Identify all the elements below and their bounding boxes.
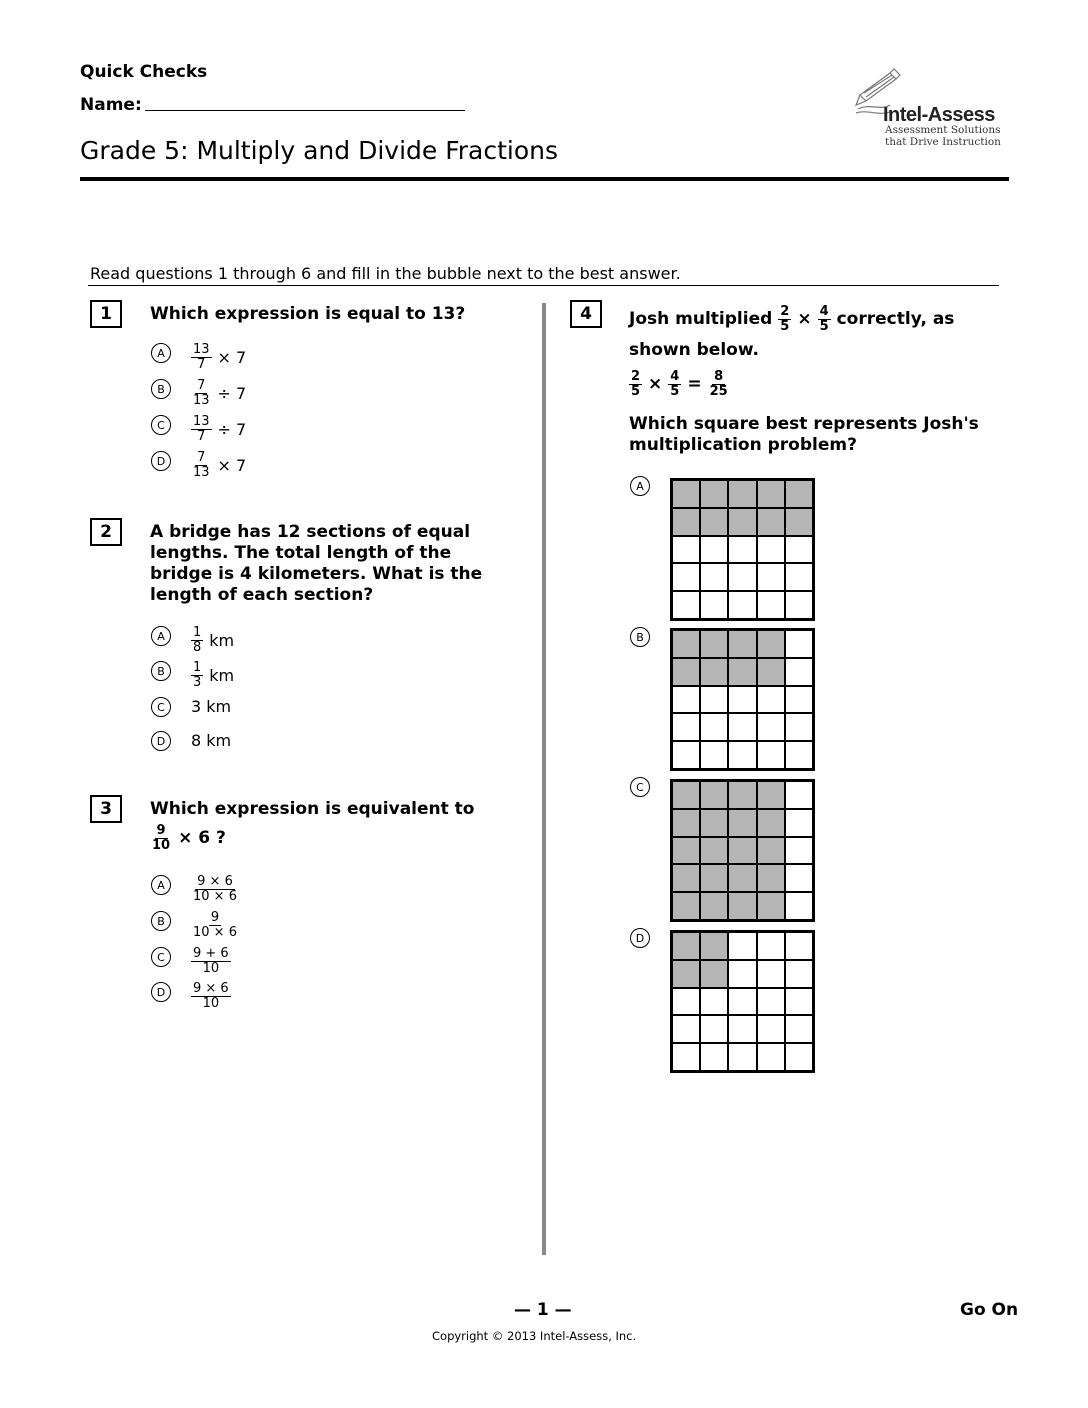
grid-cell [700,1015,728,1043]
answer-choice [191,343,246,372]
grid-cell [785,686,813,714]
answer-bubble[interactable]: A [630,476,650,496]
grid-cell [700,741,728,769]
denominator: 5 [780,319,790,334]
answer-bubble[interactable]: C [151,947,171,967]
grid-cell [785,864,813,892]
grid-cell [728,686,756,714]
grid-cell [785,892,813,920]
denominator: 10 [202,996,220,1011]
grid-cell-shaded [700,960,728,988]
grid-cell-shaded [728,508,756,536]
grid-cell [728,591,756,619]
grid-cell-shaded [672,480,700,508]
denominator: 8 [193,640,202,655]
numerator: 7 [197,378,206,393]
question-text: Which expression is equal to 13? [150,304,466,324]
grid-cell [785,809,813,837]
grid-cell [757,988,785,1016]
grid-cell [672,988,700,1016]
operator: × 7 [217,348,247,367]
grid-cell-shaded [728,892,756,920]
question-text: lengths. The total length of the [150,543,452,563]
denominator: 5 [631,384,641,399]
grid-cell-shaded [672,508,700,536]
grid-cell-shaded [700,809,728,837]
page-title: Grade 5: Multiply and Divide Fractions [80,136,559,165]
equals-sign: = [687,374,702,394]
grid-cell [785,658,813,686]
grid-cell [728,960,756,988]
grid-cell-shaded [728,658,756,686]
answer-bubble[interactable]: B [151,911,171,931]
numerator: 13 [193,342,210,357]
grid-cell [757,1015,785,1043]
grid-cell-shaded [672,658,700,686]
grid-cell [785,1015,813,1043]
answer-bubble[interactable]: C [151,697,171,717]
column-divider [542,303,546,1255]
fraction-grid [670,930,815,1073]
grid-cell-shaded [672,932,700,960]
answer-choice [191,379,246,408]
header-divider [80,177,1009,181]
question-number: 3 [90,795,122,823]
denominator: 7 [197,429,206,444]
grid-cell-shaded [700,781,728,809]
answer-choice [191,911,239,940]
question-text: multiplication problem? [629,435,857,455]
grid-cell [700,536,728,564]
fraction-grid [670,628,815,771]
grid-cell [785,591,813,619]
answer-bubble[interactable]: C [630,777,650,797]
grid-cell [700,988,728,1016]
question-text [629,305,954,334]
grid-cell [785,960,813,988]
answer-choice: 3 km [191,697,232,716]
numerator: 4 [670,369,680,384]
grid-cell [757,1043,785,1071]
grid-cell [785,1043,813,1071]
denominator: 10 [152,838,171,853]
grid-cell [785,741,813,769]
denominator: 5 [670,384,680,399]
answer-bubble[interactable]: A [151,875,171,895]
numerator: 2 [631,369,641,384]
grid-cell [785,932,813,960]
grid-cell [728,988,756,1016]
grid-cell-shaded [728,480,756,508]
grid-cell-shaded [757,508,785,536]
question-text: length of each section? [150,585,374,605]
grid-cell [728,741,756,769]
grid-cell [757,713,785,741]
answer-choice [191,875,239,904]
grid-cell [728,1015,756,1043]
grid-cell-shaded [672,630,700,658]
denominator: 5 [819,319,829,334]
grid-cell-shaded [757,837,785,865]
numerator: 1 [193,660,202,675]
grid-cell [785,536,813,564]
fraction-grid [670,478,815,621]
answer-bubble[interactable]: D [151,982,171,1002]
question-number: 2 [90,518,122,546]
grid-cell [672,591,700,619]
operator: ÷ 7 [217,420,247,439]
grid-cell [728,536,756,564]
grid-cell-shaded [700,630,728,658]
grid-cell-shaded [728,837,756,865]
logo-name: Intel-Assess [883,104,995,126]
numerator: 7 [197,450,206,465]
grid-cell-shaded [728,809,756,837]
grid-cell [672,536,700,564]
numerator: 2 [780,304,790,319]
grid-cell [672,1043,700,1071]
operator: ÷ 7 [217,384,247,403]
operator: × [797,309,812,329]
question-text: Which square best represents Josh's [629,414,979,434]
grid-cell-shaded [728,630,756,658]
instructions: Read questions 1 through 6 and fill in the bubble next to the best answer. [90,264,681,283]
grid-cell-shaded [757,809,785,837]
numerator: 9 [210,910,220,925]
denominator: 3 [193,675,202,690]
operator: × [648,374,663,394]
question-text: shown below. [629,340,759,360]
grid-cell [757,741,785,769]
question-number: 4 [570,300,602,328]
answer-bubble[interactable]: C [151,415,171,435]
grid-cell [700,713,728,741]
operator: × 7 [217,456,247,475]
question-expression [150,824,226,853]
grid-cell [757,591,785,619]
grid-cell-shaded [672,892,700,920]
grid-cell [785,781,813,809]
denominator: 10 × 6 [193,889,237,904]
denominator: 13 [193,393,210,408]
grid-cell-shaded [757,480,785,508]
answer-bubble[interactable]: D [630,928,650,948]
grid-cell [672,1015,700,1043]
grid-cell [785,837,813,865]
answer-choice [191,982,231,1011]
denominator: 10 [202,961,220,976]
grid-cell [700,591,728,619]
grid-cell-shaded [700,658,728,686]
grid-cell [672,713,700,741]
grid-cell [757,536,785,564]
logo-tagline: that Drive Instruction [885,136,1001,148]
grid-cell [672,686,700,714]
grid-cell-shaded [728,781,756,809]
name-field[interactable] [145,110,465,111]
grid-cell-shaded [757,781,785,809]
fraction-grid [670,779,815,922]
grid-cell [700,563,728,591]
grid-cell-shaded [785,508,813,536]
page-number: — 1 — [514,1300,572,1320]
grid-cell [785,988,813,1016]
answer-choice [191,451,246,480]
logo-tagline: Assessment Solutions [885,124,1001,136]
question-number: 1 [90,300,122,328]
grid-cell [728,713,756,741]
numerator: 9 × 6 [193,981,229,996]
grid-cell-shaded [757,630,785,658]
grid-cell [672,563,700,591]
answer-bubble[interactable]: B [151,661,171,681]
name-label: Name: [80,95,142,115]
grid-cell [757,960,785,988]
numerator: 8 [714,369,724,384]
grid-cell [757,686,785,714]
grid-cell-shaded [757,864,785,892]
grid-cell [700,1043,728,1071]
grid-cell-shaded [672,864,700,892]
numerator: 1 [193,625,202,640]
numerator: 9 × 6 [197,874,233,889]
grid-cell [728,563,756,591]
grid-cell [672,741,700,769]
unit: km [209,631,235,650]
grid-cell-shaded [700,864,728,892]
grid-cell-shaded [700,480,728,508]
grid-cell-shaded [672,960,700,988]
answer-bubble[interactable]: D [151,731,171,751]
grid-cell [785,630,813,658]
operator: × 6 ? [178,828,226,848]
grid-cell-shaded [700,892,728,920]
numerator: 9 + 6 [193,946,229,961]
grid-cell-shaded [700,932,728,960]
question-text: A bridge has 12 sections of equal [150,522,471,542]
answer-choice [191,661,234,690]
answer-choice [191,415,246,444]
answer-bubble[interactable]: B [630,627,650,647]
grid-cell [700,686,728,714]
question-text: Which expression is equivalent to [150,799,475,819]
grid-cell-shaded [757,892,785,920]
grid-cell [728,932,756,960]
answer-bubble[interactable]: A [151,343,171,363]
numerator: 9 [156,823,166,838]
grid-cell [785,713,813,741]
question-text-part: correctly, as [836,309,955,329]
answer-bubble[interactable]: D [151,451,171,471]
grid-cell-shaded [728,864,756,892]
answer-choice: 8 km [191,731,232,750]
answer-choice [191,947,231,976]
answer-choice [191,626,234,655]
grid-cell [757,932,785,960]
instructions-divider [88,285,999,286]
answer-bubble[interactable]: A [151,626,171,646]
question-text-part: Josh multiplied [629,309,773,329]
question-text: bridge is 4 kilometers. What is the [150,564,483,584]
equation [629,370,730,399]
grid-cell-shaded [672,781,700,809]
denominator: 13 [193,465,210,480]
denominator: 10 × 6 [193,925,237,940]
numerator: 4 [819,304,829,319]
grid-cell-shaded [785,480,813,508]
grid-cell-shaded [672,837,700,865]
grid-cell [728,1043,756,1071]
grid-cell-shaded [700,508,728,536]
answer-bubble[interactable]: B [151,379,171,399]
grid-cell-shaded [672,809,700,837]
denominator: 7 [197,357,206,372]
go-on-label: Go On [960,1300,1019,1320]
grid-cell [757,563,785,591]
unit: km [209,666,235,685]
denominator: 25 [709,384,728,399]
copyright: Copyright © 2013 Intel-Assess, Inc. [432,1329,637,1343]
grid-cell-shaded [700,837,728,865]
quick-checks-label: Quick Checks [80,62,208,82]
grid-cell [785,563,813,591]
numerator: 13 [193,414,210,429]
grid-cell-shaded [757,658,785,686]
